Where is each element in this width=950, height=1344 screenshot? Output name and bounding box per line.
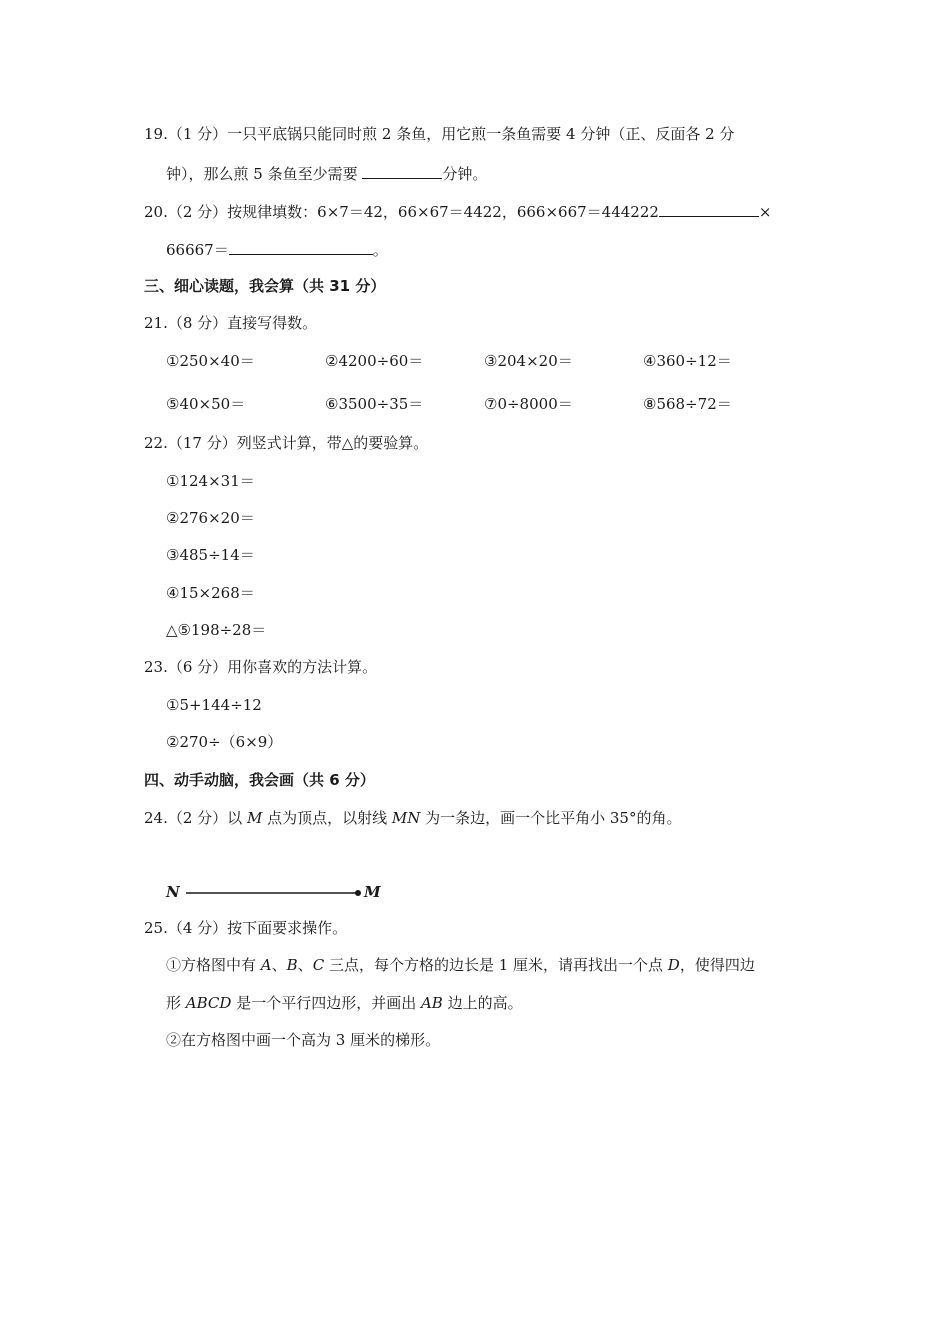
section-3-heading: 三、细心读题，我会算（共 31 分） xyxy=(144,277,386,295)
q25-para1 xyxy=(166,955,755,975)
q20-text-a: 20.（2 分）按规律填数：6×7＝42，66×67＝4422，666×667＝444222 xyxy=(144,203,659,221)
q24-question xyxy=(144,808,681,828)
point-c-label: C xyxy=(312,956,325,974)
q22-item-5: △⑤198÷28＝ xyxy=(166,621,267,639)
q20-text-c: 66667＝ xyxy=(166,241,229,259)
q22-item-1: ①124×31＝ xyxy=(166,472,255,490)
q25-p1-text-c: ，使得四边 xyxy=(679,956,755,974)
q22-item-4: ④15×268＝ xyxy=(166,584,255,602)
section-4-heading: 四、动手动脑，我会画（共 6 分） xyxy=(144,771,375,789)
point-a-label: A xyxy=(260,956,272,974)
q21-title: 21.（8 分）直接写得数。 xyxy=(144,314,318,332)
q24-mid: 点为顶点，以射线 xyxy=(262,809,392,827)
q25-p2-text-b: 是一个平行四边形，并画出 xyxy=(231,994,421,1012)
q20-answer-blank-1[interactable] xyxy=(659,200,759,217)
q23-title: 23.（6 分）用你喜欢的方法计算。 xyxy=(144,658,378,676)
q23-item-1: ①5+144÷12 xyxy=(166,696,262,714)
q25-p1-text-b: 三点，每个方格的边长是 1 厘米，请再找出一个点 xyxy=(324,956,668,974)
q25-para2 xyxy=(166,993,523,1013)
side-ab-label: AB xyxy=(420,994,443,1012)
q19-text-a: 钟），那么煎 5 条鱼至少需要 xyxy=(166,165,363,183)
q24-point-m: M xyxy=(246,809,263,827)
q24-prefix: 24.（2 分）以 xyxy=(144,809,247,827)
q22-item-3: ③485÷14＝ xyxy=(166,546,255,564)
q25-para3: ②在方格图中画一个高为 3 厘米的梯形。 xyxy=(166,1031,441,1049)
q21-item-6: ⑥3500÷35＝ xyxy=(325,395,424,413)
q25-p1-sep-2: 、 xyxy=(297,956,313,974)
point-d-label: D xyxy=(667,956,680,974)
point-b-label: B xyxy=(286,956,298,974)
q20-line2 xyxy=(166,238,388,260)
q21-item-8: ⑧568÷72＝ xyxy=(643,395,732,413)
q19-line1: 19.（1 分）一只平底锅只能同时煎 2 条鱼，用它煎一条鱼需要 4 分钟（正、反面各 2 分 xyxy=(144,125,735,143)
q19-line2 xyxy=(166,162,487,184)
q20-text-d: 。 xyxy=(372,241,388,259)
ray-label-n: N xyxy=(166,883,180,901)
q22-title: 22.（17 分）列竖式计算，带△的要验算。 xyxy=(144,434,429,452)
q20-text-b: × xyxy=(758,203,772,221)
q23-item-2: ②270÷（6×9） xyxy=(166,733,283,751)
q21-item-1: ①250×40＝ xyxy=(166,352,255,370)
q25-p1-sep-1: 、 xyxy=(271,956,287,974)
q21-item-4: ④360÷12＝ xyxy=(643,352,732,370)
q21-item-2: ②4200÷60＝ xyxy=(325,352,424,370)
q24-ray-mn: MN xyxy=(391,809,421,827)
ray-mn-figure xyxy=(180,886,370,900)
point-m-dot xyxy=(355,890,361,896)
q25-p2-text-a: 形 xyxy=(166,994,186,1012)
q20-line1 xyxy=(144,200,772,222)
q19-text-b: 分钟。 xyxy=(442,165,488,183)
q25-p2-text-c: 边上的高。 xyxy=(442,994,523,1012)
q25-p1-text-a: ①方格图中有 xyxy=(166,956,261,974)
q20-answer-blank-2[interactable] xyxy=(229,238,373,255)
parallelogram-abcd-label: ABCD xyxy=(185,994,232,1012)
q21-item-7: ⑦0÷8000＝ xyxy=(484,395,573,413)
q22-item-2: ②276×20＝ xyxy=(166,509,255,527)
q24-suffix: 为一条边，画一个比平角小 35°的角。 xyxy=(420,809,682,827)
q21-item-3: ③204×20＝ xyxy=(484,352,573,370)
q25-title: 25.（4 分）按下面要求操作。 xyxy=(144,919,348,937)
ray-label-m: M xyxy=(364,883,381,901)
q21-item-5: ⑤40×50＝ xyxy=(166,395,246,413)
q19-answer-blank[interactable] xyxy=(362,162,442,179)
